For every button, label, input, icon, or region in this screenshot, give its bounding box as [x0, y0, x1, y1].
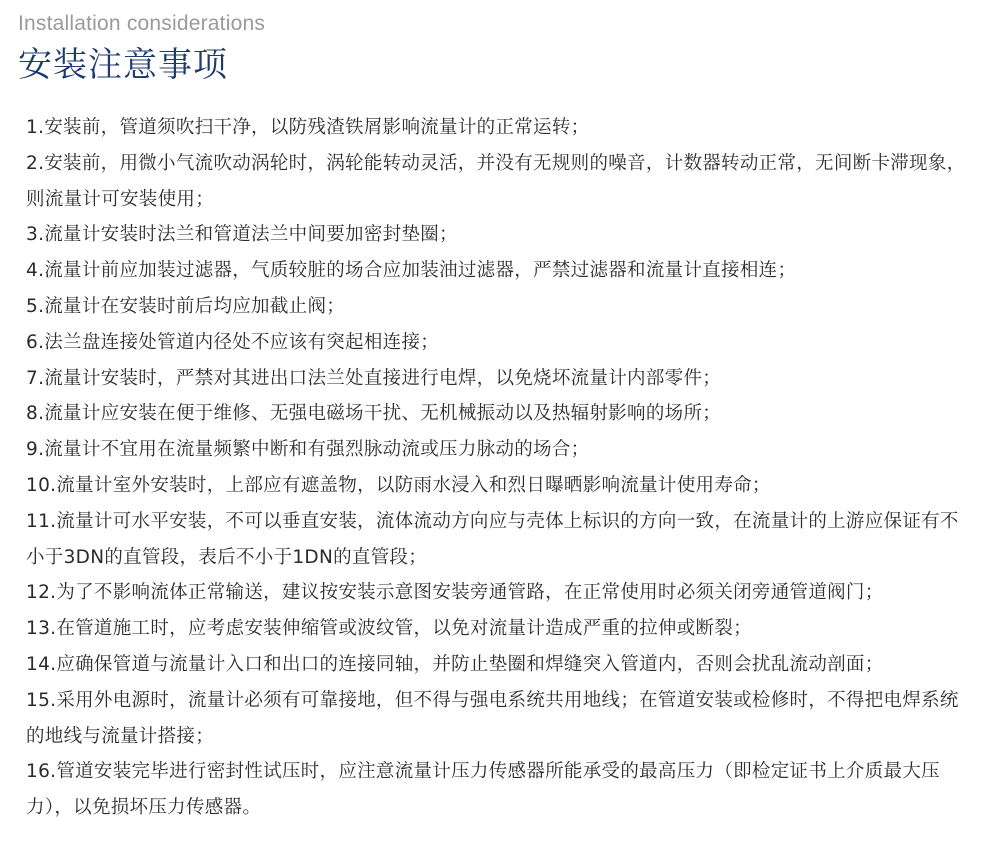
list-item: 2.安装前，用微小气流吹动涡轮时，涡轮能转动灵活，并没有无规则的噪音，计数器转动正常，无间断卡滞现象，则流量计可安装使用； — [26, 152, 966, 210]
list-item: 11.流量计可水平安装，不可以垂直安装，流体流动方向应与壳体上标识的方向一致，在流量计的上游应保证有不小于3DN的直管段，表后不小于1DN的直管段； — [26, 510, 959, 568]
list-item: 12.为了不影响流体正常输送，建议按安装示意图安装旁通管路，在正常使用时必须关闭旁通管道阀门； — [26, 582, 884, 604]
page-title: 安装注意事项 — [18, 45, 228, 85]
list-item: 5.流量计在安装时前后均应加截止阀； — [26, 295, 346, 317]
list-item: 1.安装前，管道须吹扫干净，以防残渣铁屑影响流量计的正常运转； — [26, 117, 590, 138]
list-item: 10.流量计室外安装时，上部应有遮盖物，以防雨水浸入和烈日曝晒影响流量计使用寿命； — [26, 474, 771, 496]
list-item: 13.在管道施工时，应考虑安装伸缩管或波纹管，以免对流量计造成严重的拉伸或断裂； — [26, 618, 752, 640]
considerations-list — [26, 110, 966, 826]
list-item: 16.管道安装完毕进行密封性试压时，应注意流量计压力传感器所能承受的最高压力（即检定证书上介质最大压力），以免损坏压力传感器。 — [26, 761, 940, 819]
list-item: 8.流量计应安装在便于维修、无强电磁场干扰、无机械振动以及热辐射影响的场所； — [26, 403, 722, 425]
list-item: 3.流量计安装时法兰和管道法兰中间要加密封垫圈； — [26, 224, 458, 246]
list-item: 15.采用外电源时，流量计必须有可靠接地，但不得与强电系统共用地线；在管道安装或检修时，不得把电焊系统的地线与流量计搭接； — [26, 689, 959, 747]
list-item: 4.流量计前应加装过滤器，气质较脏的场合应加装油过滤器，严禁过滤器和流量计直接相连； — [26, 260, 797, 282]
list-item: 14.应确保管道与流量计入口和出口的连接同轴，并防止垫圈和焊缝突入管道内，否则会扰乱流动剖面； — [26, 653, 884, 675]
list-item: 9.流量计不宜用在流量频繁中断和有强烈脉动流或压力脉动的场合； — [26, 439, 590, 461]
list-item: 6.法兰盘连接处管道内径处不应该有突起相连接； — [26, 331, 440, 353]
page-header — [18, 10, 980, 87]
list-item: 7.流量计安装时，严禁对其进出口法兰处直接进行电焊，以免烧坏流量计内部零件； — [26, 367, 722, 389]
section-subtitle: Installation considerations — [18, 12, 266, 35]
